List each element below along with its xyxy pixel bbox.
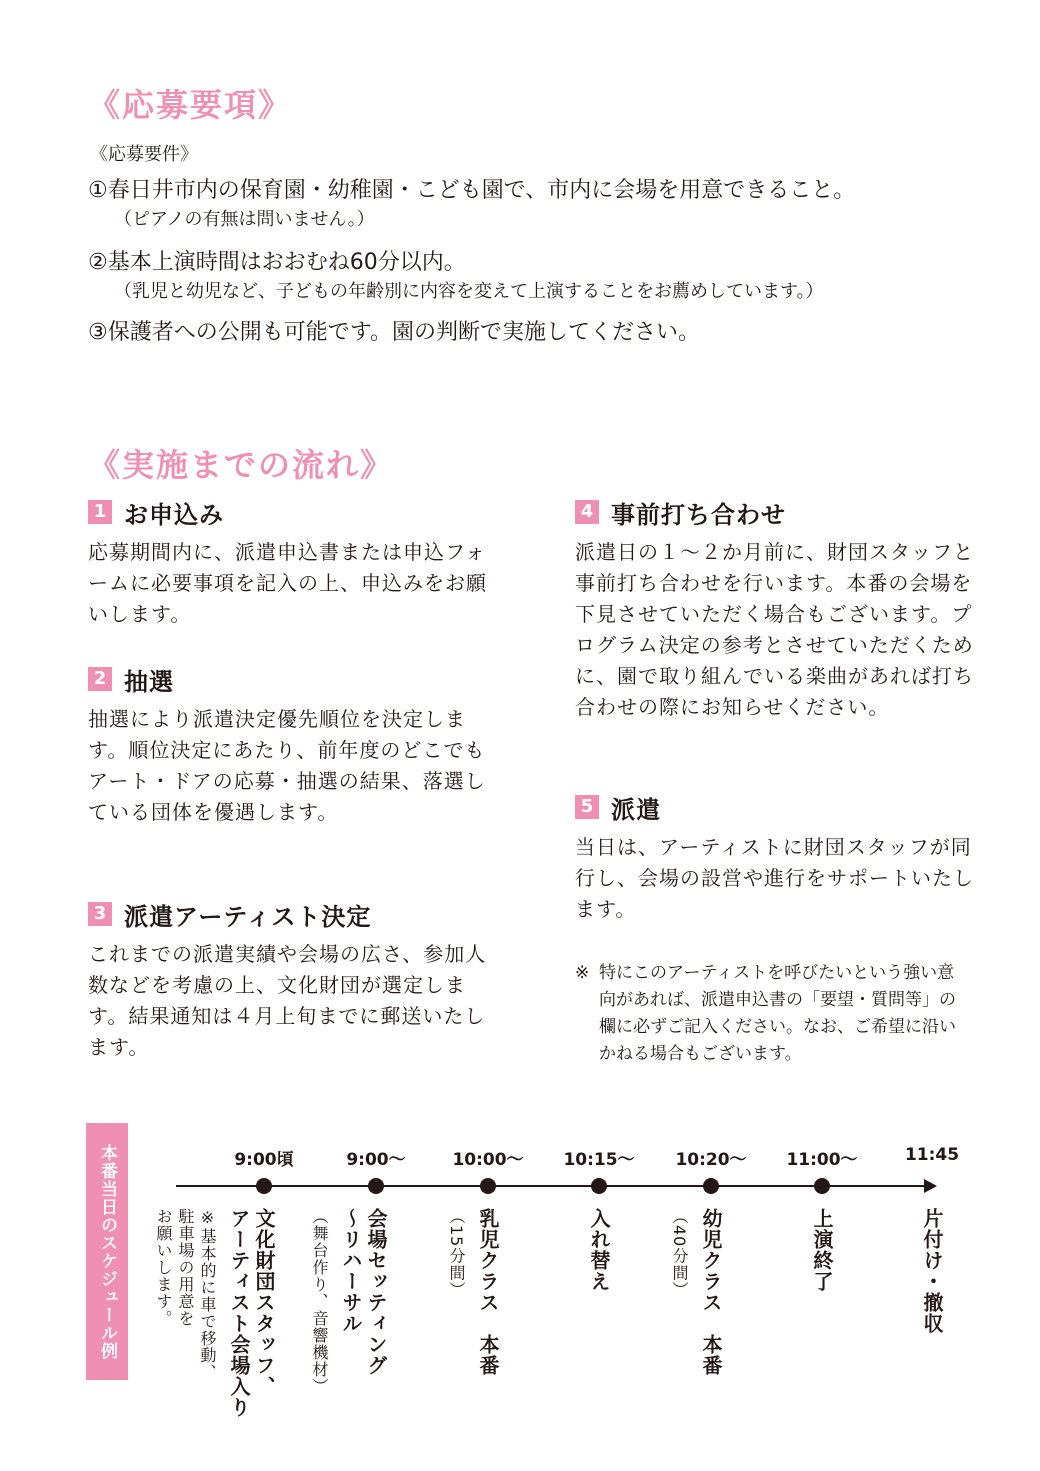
flow-heading: 《実施までの流れ》 <box>88 446 395 484</box>
timeline-dot <box>368 1178 384 1194</box>
timeline-dot <box>591 1178 607 1194</box>
step-title-label: 派遣アーティスト決定 <box>124 902 372 931</box>
requirement-text: ①春日井市内の保育園・幼稚園・こども園で、市内に会場を用意できること。 <box>88 178 856 203</box>
timeline-dot <box>703 1178 719 1194</box>
step-number-badge: 4 <box>575 500 599 524</box>
timeline-event-label: 会場セッティング ～リハーサル <box>339 1208 388 1376</box>
timeline-time: 11:45 <box>904 1145 960 1165</box>
requirement-item-1 <box>88 176 855 234</box>
flow-step-5 <box>575 790 975 925</box>
step-title <box>88 897 488 931</box>
requirement-text: ②基本上演時間はおおむね60分以内。 <box>88 250 466 275</box>
step-number-badge: 5 <box>575 795 599 819</box>
requirement-item-3 <box>88 318 700 348</box>
step-number-badge: 1 <box>88 500 112 524</box>
flow-step-4 <box>575 495 975 723</box>
requirements-heading: 《応募要項》 <box>88 86 293 124</box>
timeline-arrow-icon <box>924 1179 937 1193</box>
step-description: 抽選により派遣決定優先順位を決定します。順位決定にあたり、前年度のどこでもアート・ドアの応募・抽選の結果、落選している団体を優遇します。 <box>88 707 486 824</box>
step-title-label: 抽選 <box>124 667 174 696</box>
notice-text: 特にこのアーティストを呼びたいという強い意向があれば、派遣申込書の「要望・質問等」の欄に必ずご記入ください。なお、ご希望に沿いかねる場合もございます。 <box>599 963 956 1064</box>
step-title <box>88 495 488 529</box>
step-description: これまでの派遣実績や会場の広さ、参加人数などを考慮の上、文化財団が選定します。結果通知は４月上旬までに郵送いたします。 <box>88 942 487 1059</box>
step-title <box>88 662 488 696</box>
timeline-event-note: （15分間） <box>447 1208 466 1299</box>
timeline-time: 10:20～ <box>675 1150 747 1170</box>
flow-step-3 <box>88 897 488 1063</box>
timeline-time: 10:00～ <box>452 1150 524 1170</box>
step-title-label: 派遣 <box>611 795 661 824</box>
timeline-event-note: （40分間） <box>670 1208 689 1299</box>
artist-request-notice <box>575 960 965 1068</box>
timeline-time: 9:00～ <box>346 1150 406 1170</box>
requirement-text: ③保護者への公開も可能です。園の判断で実施してください。 <box>88 320 700 345</box>
step-number-badge: 3 <box>88 902 112 926</box>
requirement-note: （乳児と幼児など、子どもの年齢別に内容を変えて上演することをお薦めしています。） <box>114 281 824 302</box>
timeline-time: 11:00～ <box>786 1150 858 1170</box>
requirement-item-2 <box>88 248 824 306</box>
timeline-time: 9:00頃 <box>234 1150 294 1170</box>
requirement-note: （ピアノの有無は問いません。） <box>114 209 375 230</box>
timeline-event-label: 乳児クラス 本番 <box>476 1208 500 1376</box>
step-title-label: 事前打ち合わせ <box>611 500 786 529</box>
step-title-label: お申込み <box>124 500 224 529</box>
flow-step-1 <box>88 495 488 630</box>
timeline-event-label: 入れ替え <box>587 1208 611 1292</box>
step-description: 応募期間内に、派遣申込書または申込フォームに必要事項を記入の上、申込みをお願いします。 <box>88 540 487 626</box>
timeline-event-label: 片付け・撤収 <box>920 1208 944 1334</box>
step-number-badge: 2 <box>88 667 112 691</box>
timeline-time: 10:15～ <box>563 1150 635 1170</box>
step-title <box>575 790 975 824</box>
timeline-event-label: 文化財団スタッフ、 アーティスト会場入り <box>227 1208 276 1418</box>
timeline-dot <box>256 1178 272 1194</box>
timeline-event-label: 上演終了 <box>810 1208 834 1292</box>
timeline-event-label: 幼児クラス 本番 <box>699 1208 723 1376</box>
flow-step-2 <box>88 662 488 828</box>
schedule-label: 本番当日のスケジュール例 <box>86 1123 128 1380</box>
timeline-dot <box>480 1178 496 1194</box>
notice-mark: ※ <box>575 963 590 983</box>
timeline-event-note: ※基本的に車で移動、 駐車場の用意を お願いします。 <box>154 1208 217 1381</box>
timeline-dot <box>814 1178 830 1194</box>
step-description: 派遣日の１～２か月前に、財団スタッフと事前打ち合わせを行います。本番の会場を下見させていただく場合もございます。プログラム決定の参考とさせていただくために、園で取り組んでいる楽曲があれば打ち合わせの際にお知らせください。 <box>575 540 974 719</box>
timeline-event-note: （舞台作り、音響機材） <box>310 1208 329 1395</box>
step-title <box>575 495 975 529</box>
step-description: 当日は、アーティストに財団スタッフが同行し、会場の設営や進行をサポートいたします。 <box>575 835 974 921</box>
requirements-subheading: 《応募要件》 <box>90 144 198 165</box>
